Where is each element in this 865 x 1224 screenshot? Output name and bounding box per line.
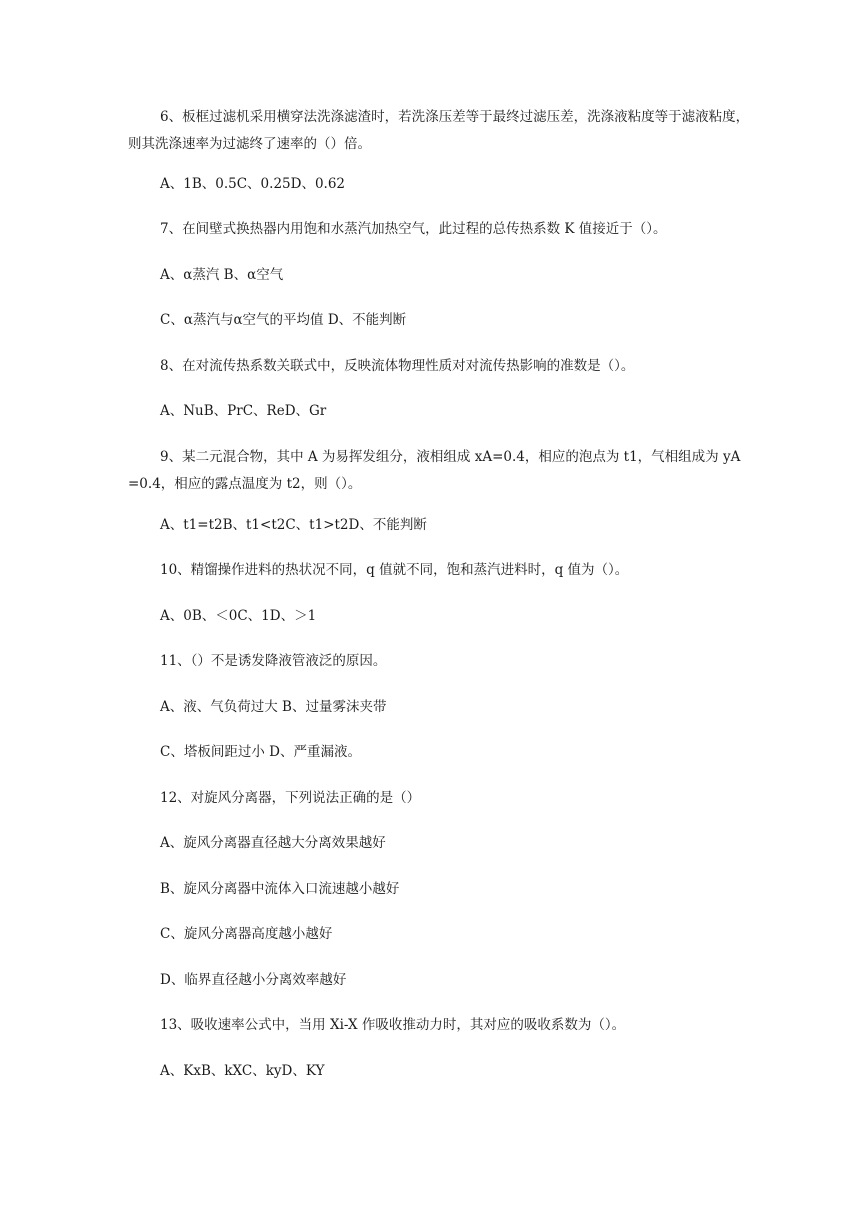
question-13-options: A、KxB、kXC、kyD、KY: [160, 1063, 325, 1079]
question-7-options-line-1: A、α蒸汽 B、α空气: [160, 267, 284, 283]
question-9-options: A、t1=t2B、t1<t2C、t1>t2D、不能判断: [160, 517, 427, 533]
question-11-options-line-2: C、塔板间距过小 D、严重漏液。: [160, 744, 361, 760]
question-13: 13、吸收速率公式中，当用 Xi-X 作吸收推动力时，其对应的吸收系数为（）。: [160, 1017, 626, 1033]
question-11: 11、（）不是诱发降液管液泛的原因。: [160, 653, 387, 669]
question-12-option-a: A、旋风分离器直径越大分离效果越好: [160, 835, 386, 851]
question-10-options: A、0B、＜0C、1D、＞1: [160, 608, 317, 624]
question-12-option-c: C、旋风分离器高度越小越好: [160, 926, 333, 942]
question-7-options-line-2: C、α蒸汽与α空气的平均值 D、不能判断: [160, 312, 407, 328]
question-8-options: A、NuB、PrC、ReD、Gr: [160, 403, 327, 419]
question-6-options: A、1B、0.5C、0.25D、0.62: [160, 176, 345, 192]
question-12-option-b: B、旋风分离器中流体入口流速越小越好: [160, 881, 400, 897]
question-12-option-d: D、临界直径越小分离效率越好: [160, 972, 347, 988]
question-7: 7、在间壁式换热器内用饱和水蒸汽加热空气，此过程的总传热系数 K 值接近于（）。: [160, 221, 667, 237]
question-10: 10、精馏操作进料的热状况不同，q 值就不同，饱和蒸汽进料时，q 值为（）。: [160, 562, 629, 578]
question-8: 8、在对流传热系数关联式中，反映流体物理性质对对流传热影响的准数是（）。: [160, 358, 635, 374]
question-6: 6、板框过滤机采用横穿法洗涤滤渣时，若洗涤压差等于最终过滤压差，洗涤液粘度等于滤液粘度，则其洗涤速率为过滤终了速率的（）倍。: [128, 109, 750, 152]
question-12: 12、对旋风分离器，下列说法正确的是（）: [160, 790, 421, 806]
question-11-options-line-1: A、液、气负荷过大 B、过量雾沫夹带: [160, 699, 387, 715]
question-9: 9、某二元混合物，其中 A 为易挥发组分，液相组成 xA=0.4，相应的泡点为 t1，气相组成为 yA=0.4，相应的露点温度为 t2，则（）。: [128, 449, 741, 492]
